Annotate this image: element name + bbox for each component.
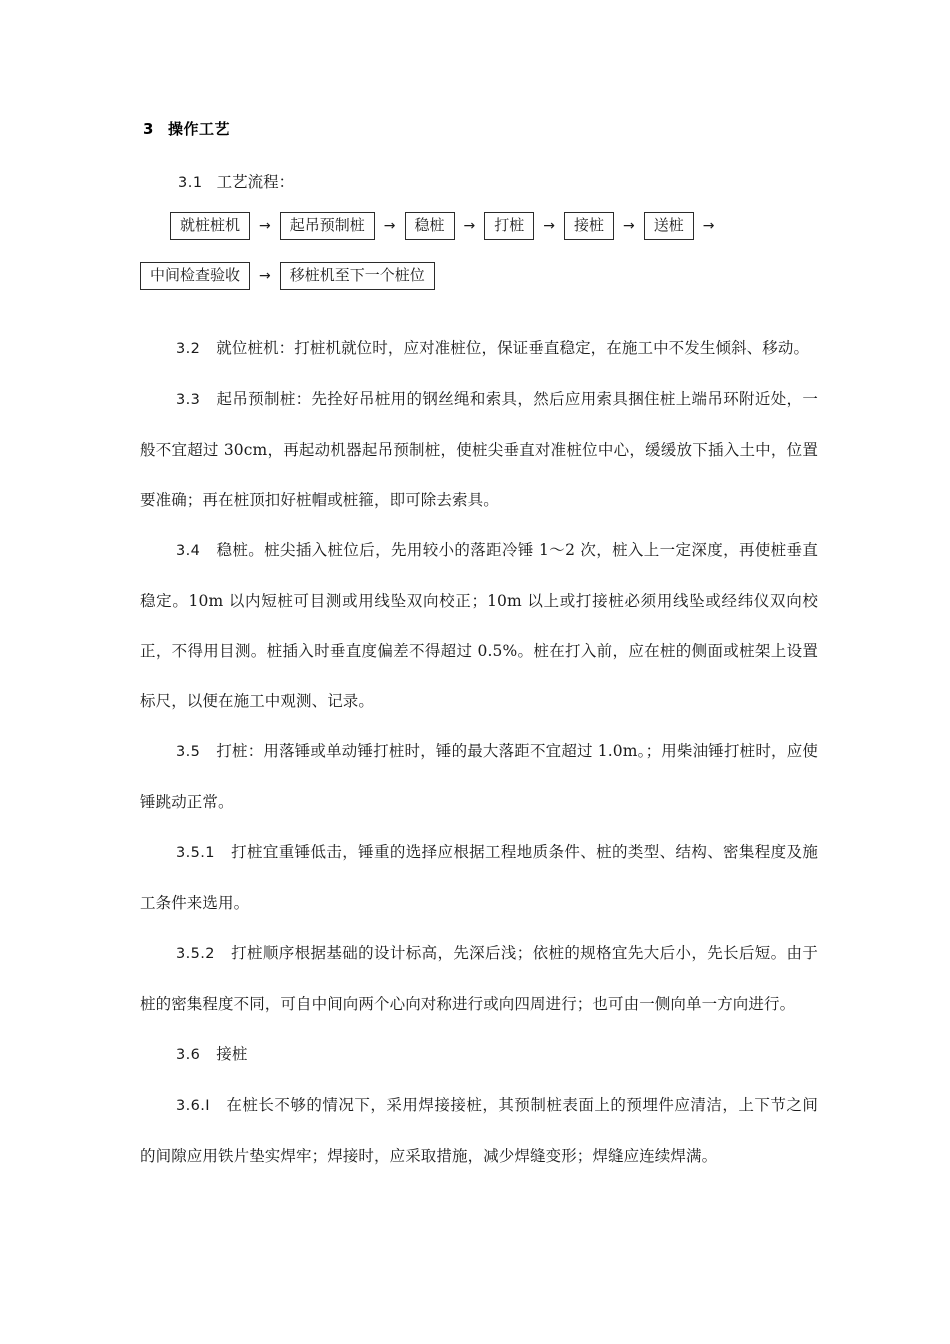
arrow-right-icon: → xyxy=(259,218,271,234)
paragraph-text-3-5-1: 打桩宜重锤低击，锤重的选择应根据工程地质条件、桩的类型、结构、密集程度及施工条件来选用。 xyxy=(140,843,818,912)
arrow-right-icon: → xyxy=(463,218,476,234)
flow-node-wenzhuang: 稳桩 xyxy=(405,212,455,240)
paragraph-text-3-2: 就位桩机：打桩机就位时，应对准桩位，保证垂直稳定，在施工中不发生倾斜、移动。 xyxy=(216,339,810,357)
paragraph-label-3-5: 3.5 xyxy=(176,744,201,760)
paragraph-3-3 xyxy=(140,374,818,525)
paragraph-text-3-5-2: 打桩顺序根据基础的设计标高，先深后浅；依桩的规格宜先大后小，先长后短。由于桩的密集程度不同，可自中间向两个心向对称进行或向四周进行；也可由一侧向单一方向进行。 xyxy=(140,944,818,1013)
paragraph-3-6-1 xyxy=(140,1080,818,1181)
arrow-right-icon: → xyxy=(543,218,555,234)
flow-node-songzhuang: 送桩 xyxy=(644,212,694,240)
paragraph-text-3-6-1: 在桩长不够的情况下，采用焊接接桩，其预制桩表面上的预埋件应清洁，上下节之间的间隙应用铁片垫实焊牢；焊接时，应采取措施，减少焊缝变形；焊缝应连续焊满。 xyxy=(140,1096,818,1165)
paragraph-label-3-4: 3.4 xyxy=(176,543,201,559)
process-flowchart xyxy=(140,209,818,293)
paragraph-3-5-2 xyxy=(140,928,818,1029)
flow-node-yizhuangjizhixiayigezhuangwei: 移桩机至下一个桩位 xyxy=(280,262,435,290)
paragraph-text-3-3: 起吊预制桩：先拴好吊桩用的钢丝绳和索具，然后应用索具捆住桩上端吊环附近处，一般不宜超过 30cm，再起动机器起吊预制桩，使桩尖垂直对准桩位中心，缓缓放下插入土中，位置要准确；再在桩顶扣好桩帽或桩箍，即可除去索具。 xyxy=(140,390,818,509)
paragraph-3-5-1 xyxy=(140,827,818,928)
paragraph-text-3-6: 接桩 xyxy=(216,1045,248,1063)
arrow-right-icon: → xyxy=(383,218,396,234)
paragraph-3-2 xyxy=(140,323,818,374)
arrow-right-icon: → xyxy=(702,218,715,234)
flow-node-jiezhuang: 接桩 xyxy=(564,212,614,240)
page-title-text: 操作工艺 xyxy=(167,120,230,138)
flow-node-dazhuang: 打桩 xyxy=(484,212,534,240)
paragraph-3-6 xyxy=(140,1029,818,1080)
paragraph-label-3-6: 3.6 xyxy=(176,1047,201,1063)
flowchart-row-2 xyxy=(140,259,818,293)
flowchart-row-1 xyxy=(170,209,818,243)
paragraph-label-3-2: 3.2 xyxy=(176,341,201,357)
paragraph-3-5 xyxy=(140,726,818,827)
page-title-number: 3 xyxy=(143,120,154,138)
arrow-right-icon: → xyxy=(623,218,635,234)
document-content xyxy=(140,118,818,1181)
paragraph-3-4 xyxy=(140,525,818,726)
flow-node-zhongjianjianchayanshou: 中间检查验收 xyxy=(140,262,250,290)
flow-node-qidiaoyuzhizhuang: 起吊预制桩 xyxy=(280,212,375,240)
section-3-1-title: 工艺流程： xyxy=(216,173,295,191)
paragraph-label-3-6-1: 3.6.I xyxy=(176,1098,210,1114)
paragraph-label-3-5-1: 3.5.1 xyxy=(176,845,215,861)
flow-node-jiuzhuangzhuangji: 就桩桩机 xyxy=(170,212,250,240)
paragraph-text-3-4: 稳桩。桩尖插入桩位后，先用较小的落距冷锤 1～2 次，桩入上一定深度，再使桩垂直稳定。10m 以内短桩可目测或用线坠双向校正；10m 以上或打接桩必须用线坠或经纬仪双向校正，不得用目测。桩插入时垂直度偏差不得超过 0.5%。桩在打入前，应在桩的侧面或桩架上设置标尺，以便在施工中观测、记录。 xyxy=(140,541,818,710)
section-3-1-heading xyxy=(178,170,818,195)
section-3-1-number: 3.1 xyxy=(178,175,203,191)
paragraph-label-3-5-2: 3.5.2 xyxy=(176,946,215,962)
arrow-right-icon: → xyxy=(259,268,271,284)
page-title xyxy=(143,118,818,140)
paragraph-label-3-3: 3.3 xyxy=(176,392,201,408)
paragraph-text-3-5: 打桩：用落锤或单动锤打桩时，锤的最大落距不宜超过 1.0m。；用柴油锤打桩时，应使锤跳动正常。 xyxy=(140,742,818,811)
